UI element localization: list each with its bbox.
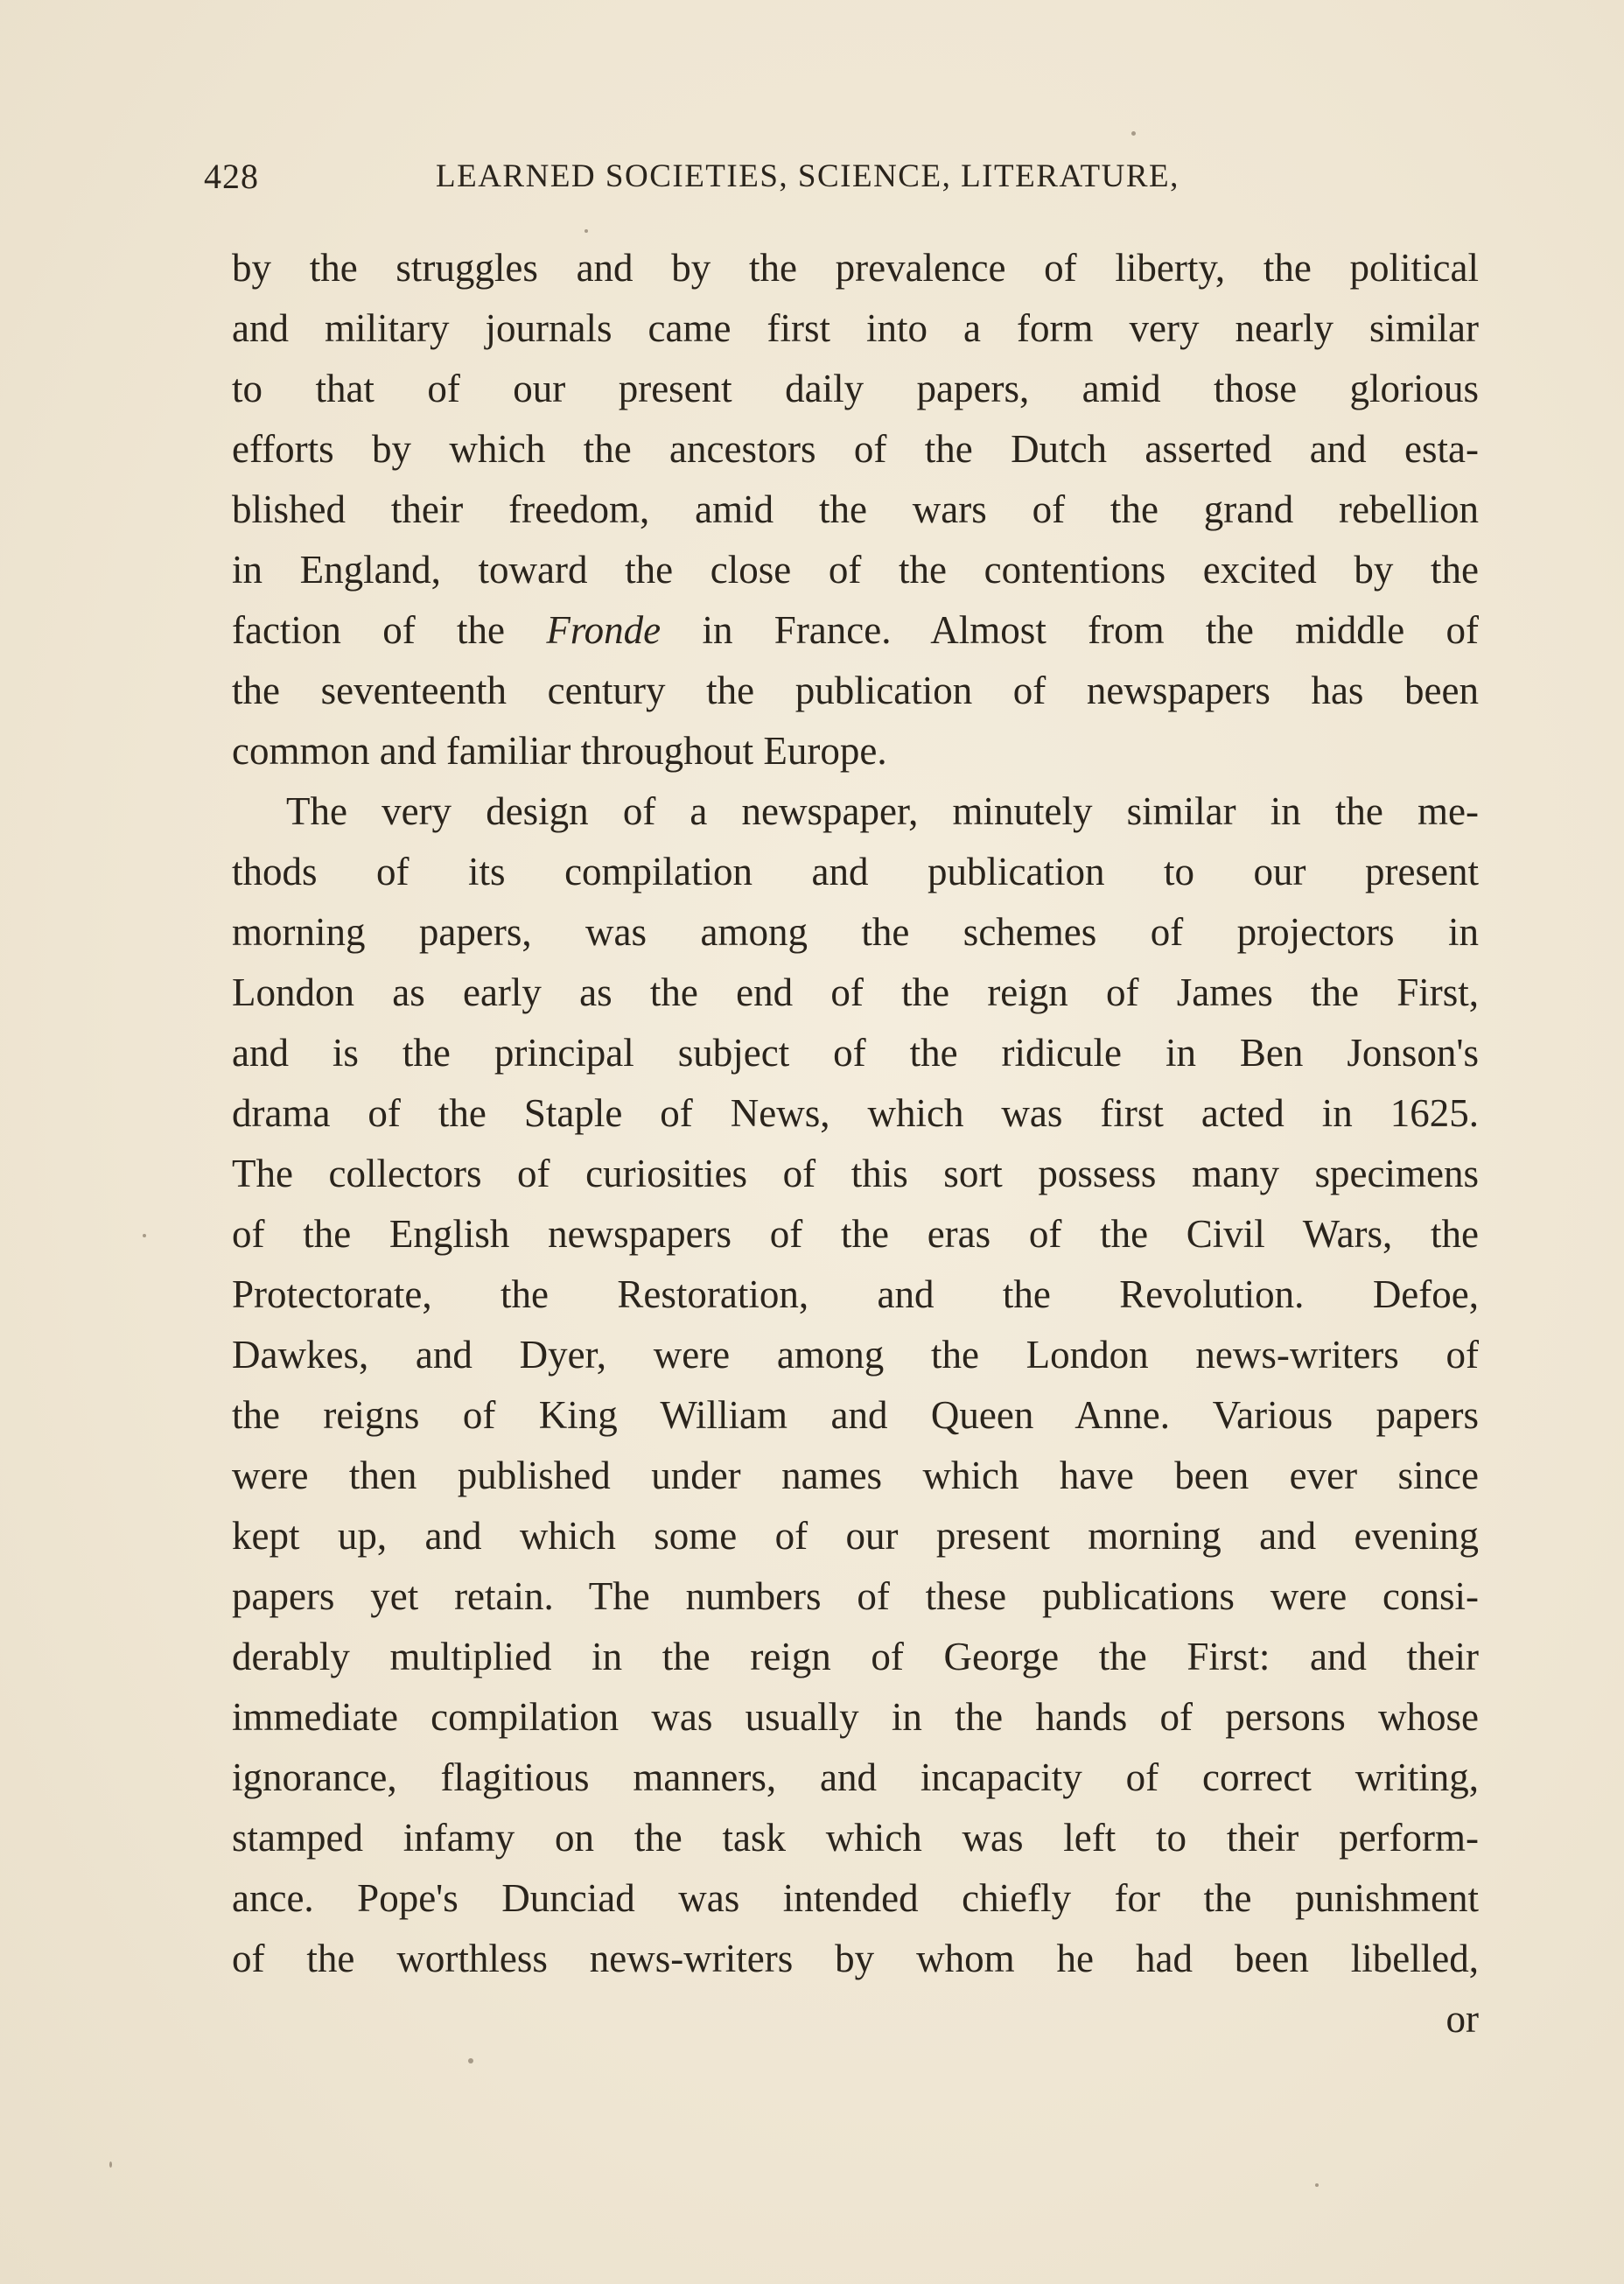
catchword: or: [1446, 1997, 1479, 2041]
text-line-19: Dawkes, and Dyer, were among the London news-writers of: [232, 1333, 1479, 1377]
text-line-15: drama of the Staple of News, which was first acted in 1625.: [232, 1091, 1479, 1135]
text-line-29: of the worthless news-writers by whom he had been libelled,: [232, 1937, 1479, 1980]
running-title: LEARNED SOCIETIES, SCIENCE, LITERATURE,: [436, 158, 1180, 194]
text-line-4: efforts by which the ancestors of the Dutch asserted and esta-: [232, 427, 1479, 471]
text-line-23: papers yet retain. The numbers of these publications were consi-: [232, 1574, 1479, 1618]
text-line-9: common and familiar throughout Europe.: [232, 729, 887, 773]
text-line-10: The very design of a newspaper, minutely similar in the me-: [286, 789, 1479, 833]
text-line-5: blished their freedom, amid the wars of the grand rebellion: [232, 487, 1479, 531]
text-line-27: stamped infamy on the task which was left to their perform-: [232, 1816, 1479, 1860]
text-line-25: immediate compilation was usually in the hands of persons whose: [232, 1695, 1479, 1739]
text-line-17: of the English newspapers of the eras of the Civil Wars, the: [232, 1212, 1479, 1256]
text-line-21: were then published under names which have been ever since: [232, 1454, 1479, 1497]
text-line-24: derably multiplied in the reign of George the First: and their: [232, 1635, 1479, 1678]
running-head: [204, 156, 1258, 200]
body-text: [232, 238, 1479, 2049]
paper-speck: [143, 1234, 146, 1237]
text-line-3: to that of our present daily papers, amid those glorious: [232, 367, 1479, 410]
paper-speck: [1315, 2183, 1319, 2187]
paper-speck: [1131, 131, 1136, 136]
text-line-11: thods of its compilation and publication to our present: [232, 850, 1479, 893]
text-line-8: the seventeenth century the publication of newspapers has been: [232, 669, 1479, 712]
paper-speck: [584, 229, 588, 233]
italic-word-fronde: Fronde: [546, 608, 662, 652]
text-line-26: ignorance, flagitious manners, and incapacity of correct writing,: [232, 1755, 1479, 1799]
text-line-20: the reigns of King William and Queen Anne. Various papers: [232, 1393, 1479, 1437]
text-line-7: [232, 600, 1479, 661]
paper-speck: [468, 2058, 473, 2063]
text-line-28: ance. Pope's Dunciad was intended chiefly for the punishment: [232, 1876, 1479, 1920]
text-line-14: and is the principal subject of the ridicule in Ben Jonson's: [232, 1031, 1479, 1075]
text-line-12: morning papers, was among the schemes of projectors in: [232, 910, 1479, 954]
text-line-22: kept up, and which some of our present morning and evening: [232, 1514, 1479, 1558]
text-line-16: The collectors of curiosities of this sort possess many specimens: [232, 1152, 1479, 1195]
text-line-6: in England, toward the close of the contentions excited by the: [232, 548, 1479, 592]
text-line-18: Protectorate, the Restoration, and the Revolution. Defoe,: [232, 1272, 1479, 1316]
paper-speck: [109, 2161, 112, 2168]
text-line-2: and military journals came first into a form very nearly similar: [232, 306, 1479, 350]
text-line-7-before: faction of the: [232, 608, 547, 652]
text-line-13: London as early as the end of the reign of James the First,: [232, 970, 1479, 1014]
page-number: 428: [204, 157, 259, 196]
text-line-1: by the struggles and by the prevalence of liberty, the political: [232, 246, 1479, 290]
text-line-7-after: in France. Almost from the middle of: [661, 608, 1479, 652]
